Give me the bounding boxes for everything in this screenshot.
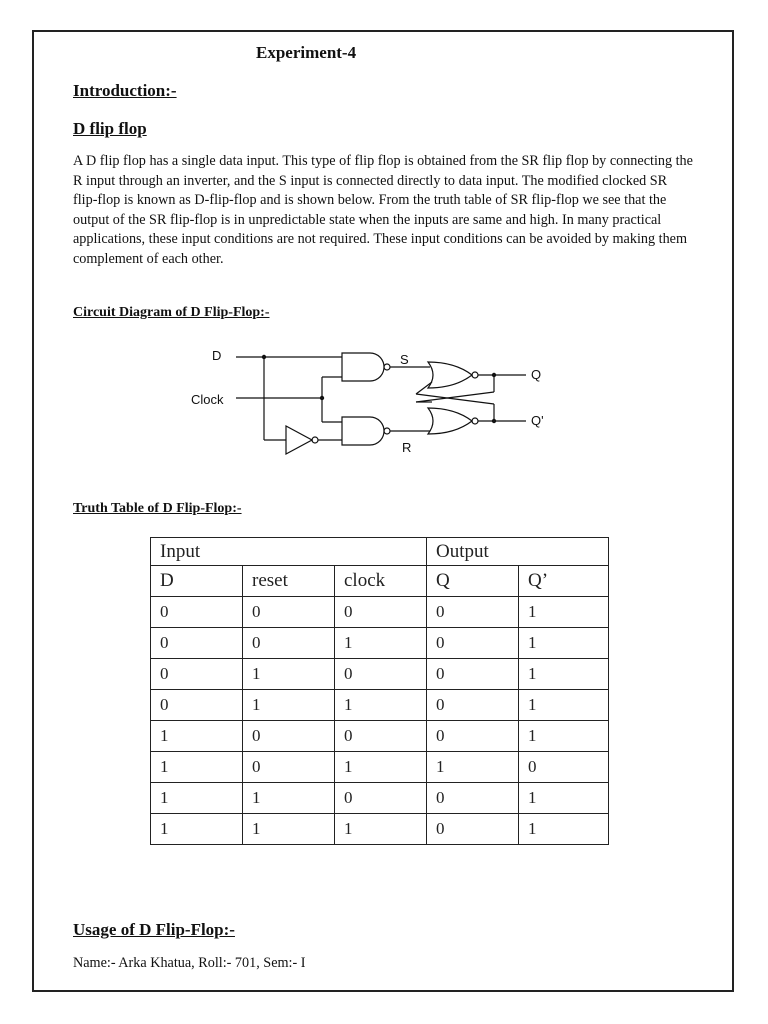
label-q-bar: Q' xyxy=(531,413,544,428)
introduction-heading: Introduction:- xyxy=(73,81,177,100)
table-cell: 1 xyxy=(335,752,427,783)
table-row xyxy=(151,721,609,752)
table-cell: 0 xyxy=(335,721,427,752)
table-cell: 0 xyxy=(427,783,519,814)
intro-paragraph: A D flip flop has a single data input. This type of flip flop is obtained from the SR flip flop by connecting the R input through an inverter, and the S input is connected directly to data input. The modified clocked SR flip-flop is known as D-flip-flop and is shown below. From the truth table of SR flip-flop we see that the output of the SR flip-flop is in unpredictable state when the inputs are same and high. In many practical applications, these input conditions are not required. These input conditions can be avoided by making them complement of each other. xyxy=(73,153,693,267)
table-cell: 1 xyxy=(151,814,243,845)
column-header: Q xyxy=(427,566,519,597)
table-cell: 1 xyxy=(335,814,427,845)
table-cell: 0 xyxy=(243,628,335,659)
table-cell: 0 xyxy=(151,690,243,721)
column-header: D xyxy=(151,566,243,597)
table-cell: 1 xyxy=(243,659,335,690)
table-cell: 1 xyxy=(519,628,609,659)
table-cell: 0 xyxy=(335,659,427,690)
table-cell: 0 xyxy=(335,597,427,628)
section-heading: D flip flop xyxy=(73,119,147,138)
truth-table-heading: Truth Table of D Flip-Flop:- xyxy=(73,501,242,516)
page-title: Experiment-4 xyxy=(256,43,357,62)
column-header: clock xyxy=(335,566,427,597)
table-cell: 1 xyxy=(151,783,243,814)
table-cell: 0 xyxy=(335,783,427,814)
table-cell: 0 xyxy=(427,721,519,752)
table-row xyxy=(151,690,609,721)
table-cell: 1 xyxy=(519,659,609,690)
table-cell: 0 xyxy=(427,690,519,721)
footer-student-info: Name:- Arka Khatua, Roll:- 701, Sem:- I xyxy=(73,955,306,971)
table-cell: 1 xyxy=(519,690,609,721)
label-d: D xyxy=(212,348,222,363)
table-cell: 0 xyxy=(519,752,609,783)
usage-heading: Usage of D Flip-Flop:- xyxy=(73,920,235,939)
table-cell: 0 xyxy=(243,597,335,628)
table-cell: 1 xyxy=(519,597,609,628)
table-cell: 1 xyxy=(151,752,243,783)
table-cell: 1 xyxy=(427,752,519,783)
truth-table xyxy=(150,537,609,845)
table-cell: 1 xyxy=(335,628,427,659)
table-cell: 1 xyxy=(519,721,609,752)
table-row xyxy=(151,597,609,628)
table-cell: 0 xyxy=(151,659,243,690)
column-header: Q’ xyxy=(519,566,609,597)
table-row xyxy=(151,752,609,783)
label-s: S xyxy=(400,352,409,367)
group-header-output: Output xyxy=(427,538,609,566)
label-q: Q xyxy=(531,367,542,382)
table-row xyxy=(151,814,609,845)
table-cell: 0 xyxy=(151,628,243,659)
table-cell: 1 xyxy=(151,721,243,752)
table-row xyxy=(151,783,609,814)
table-cell: 1 xyxy=(243,814,335,845)
table-cell: 0 xyxy=(243,721,335,752)
table-cell: 0 xyxy=(427,628,519,659)
table-cell: 1 xyxy=(243,783,335,814)
table-row xyxy=(151,628,609,659)
column-header: reset xyxy=(243,566,335,597)
label-r: R xyxy=(402,440,412,455)
circuit-diagram xyxy=(180,340,560,470)
table-cell: 0 xyxy=(151,597,243,628)
table-row xyxy=(151,659,609,690)
table-cell: 0 xyxy=(427,659,519,690)
table-cell: 1 xyxy=(243,690,335,721)
table-cell: 1 xyxy=(519,814,609,845)
table-cell: 1 xyxy=(519,783,609,814)
label-clock: Clock xyxy=(191,392,224,407)
table-cell: 0 xyxy=(243,752,335,783)
circuit-heading: Circuit Diagram of D Flip-Flop:- xyxy=(73,305,270,320)
table-cell: 1 xyxy=(335,690,427,721)
table-cell: 0 xyxy=(427,597,519,628)
group-header-input: Input xyxy=(151,538,427,566)
table-cell: 0 xyxy=(427,814,519,845)
